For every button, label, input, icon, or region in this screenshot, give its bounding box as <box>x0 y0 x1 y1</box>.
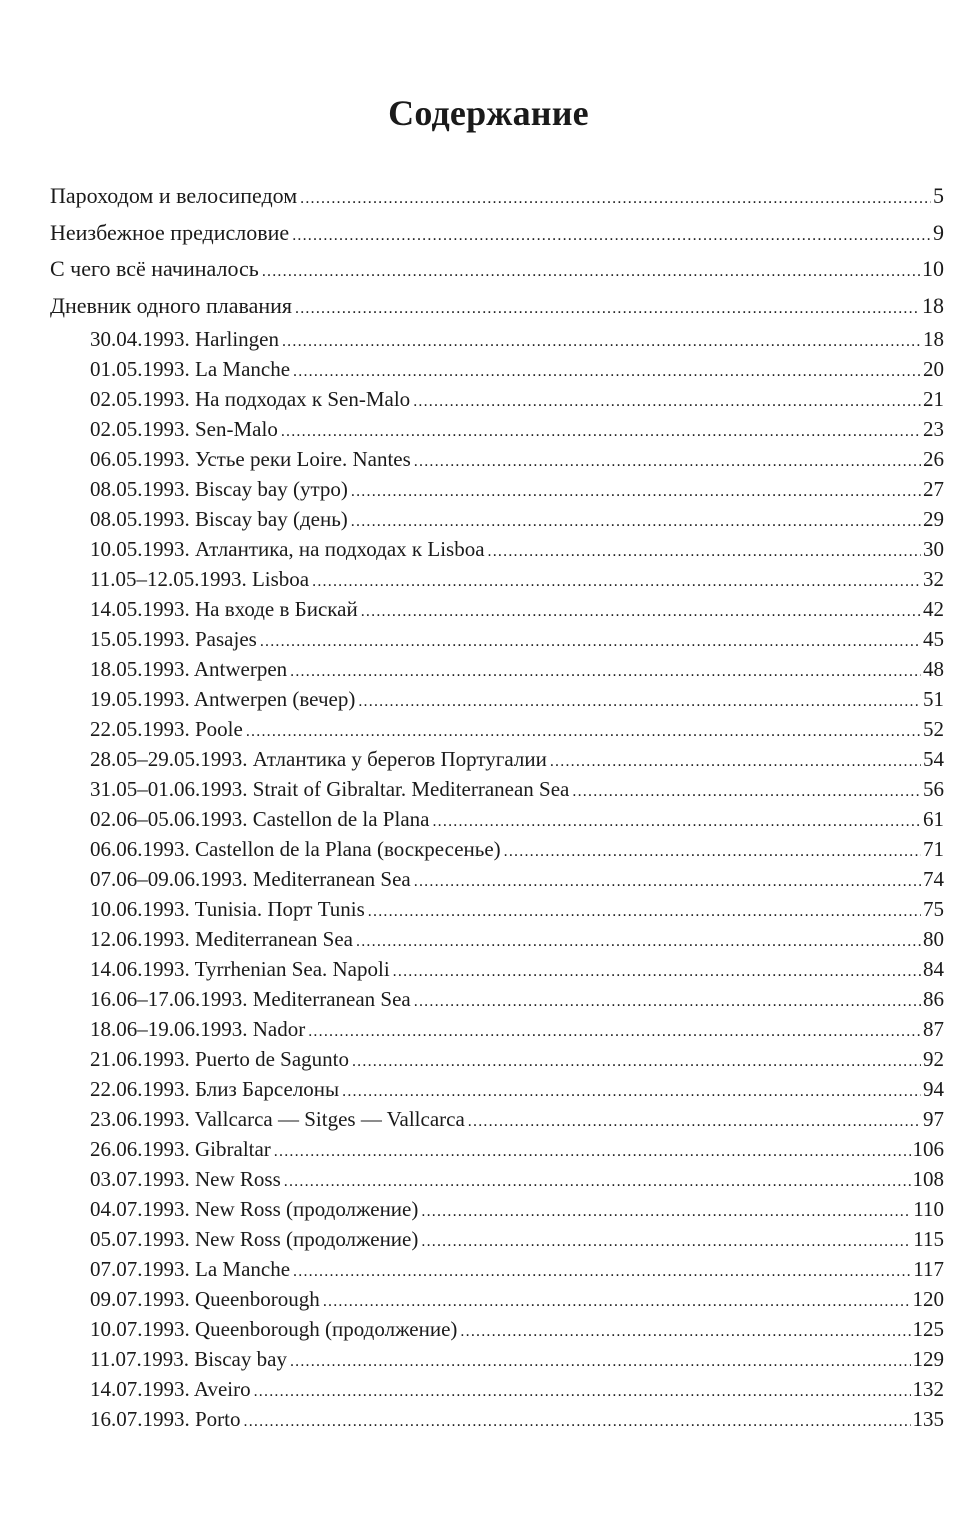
toc-entry-label: 02.05.1993. На подходах к Sen-Malo <box>90 387 411 411</box>
toc-entry-label: 02.05.1993. Sen-Malo <box>90 417 278 441</box>
toc-diary-entry <box>50 1224 944 1254</box>
dot-leader <box>460 1317 910 1347</box>
toc-diary-entry <box>50 984 944 1014</box>
toc-entry-label: Пароходом и велосипедом <box>50 183 298 208</box>
dot-leader <box>295 291 920 328</box>
toc-page-number: 80 <box>923 927 944 951</box>
toc-page-number: 27 <box>923 477 944 501</box>
dot-leader <box>361 597 921 627</box>
toc-entry-label: 10.07.1993. Queenborough (продолжение) <box>90 1317 458 1341</box>
toc-section-entry <box>50 215 944 252</box>
toc-entry-label: 01.05.1993. La Manche <box>90 357 291 381</box>
toc-page-number: 75 <box>923 897 944 921</box>
toc-entry-label: 16.06–17.06.1993. Mediterranean Sea <box>90 987 411 1011</box>
dot-leader <box>351 477 921 507</box>
toc-diary-entry <box>50 804 944 834</box>
toc-section-entry <box>50 251 944 288</box>
toc-entry-label: 12.06.1993. Mediterranean Sea <box>90 927 354 951</box>
toc-diary-entry <box>50 924 944 954</box>
toc-entry-label: 23.06.1993. Vallcarca — Sitges — Vallcarca <box>90 1107 465 1131</box>
toc-page-number: 135 <box>912 1407 944 1431</box>
toc-page-number: 29 <box>923 507 944 531</box>
toc-diary-entry <box>50 414 944 444</box>
toc-entry-label: 04.07.1993. New Ross (продолжение) <box>90 1197 419 1221</box>
toc-page-number: 115 <box>913 1227 944 1251</box>
dot-leader <box>504 837 921 867</box>
toc-diary-entry <box>50 1314 944 1344</box>
toc-entry-label: 21.06.1993. Puerto de Sagunto <box>90 1047 349 1071</box>
toc-diary-entry <box>50 1374 944 1404</box>
toc-page-number: 42 <box>923 597 944 621</box>
toc-entry-label: 22.06.1993. Близ Барселоны <box>90 1077 340 1101</box>
toc-entry-label: 03.07.1993. New Ross <box>90 1167 281 1191</box>
toc-diary-entry <box>50 1194 944 1224</box>
toc-entry-label: 06.06.1993. Castellon de la Plana (воскресенье) <box>90 837 501 861</box>
toc-entry-label: 18.05.1993. Antwerpen <box>90 657 288 681</box>
toc-entry-label: 15.05.1993. Pasajes <box>90 627 257 651</box>
toc-page-number: 5 <box>933 183 944 208</box>
toc-diary-entry <box>50 654 944 684</box>
dot-leader <box>414 867 921 897</box>
toc-page-number: 51 <box>923 687 944 711</box>
dot-leader <box>323 1287 911 1317</box>
toc-entry-label: Неизбежное предисловие <box>50 219 290 245</box>
toc-diary-entry <box>50 864 944 894</box>
toc-page-number: 52 <box>923 717 944 741</box>
toc-page-number: 97 <box>923 1107 944 1131</box>
toc-page-number: 74 <box>923 867 944 891</box>
dot-leader <box>342 1077 921 1107</box>
toc-entry-label: 26.06.1993. Gibraltar <box>90 1137 271 1161</box>
toc-entry-label: 22.05.1993. Poole <box>90 717 243 741</box>
toc-diary-entry <box>50 774 944 804</box>
toc-page-number: 92 <box>923 1047 944 1071</box>
toc-entry-label: 14.05.1993. На входе в Бискай <box>90 597 358 621</box>
toc-diary-entry <box>50 1104 944 1134</box>
toc-page-number: 48 <box>923 657 944 681</box>
toc-entry-label: 19.05.1993. Antwerpen (вечер) <box>90 687 356 711</box>
dot-leader <box>274 1137 911 1167</box>
toc-diary-entry <box>50 1344 944 1374</box>
toc-page-number: 32 <box>923 567 944 591</box>
toc-diary-entry <box>50 834 944 864</box>
toc-diary-entry <box>50 744 944 774</box>
toc-entry-label: 06.05.1993. Устье реки Loire. Nantes <box>90 447 411 471</box>
toc-diary-entry <box>50 1044 944 1074</box>
toc-entry-label: Дневник одного плавания <box>50 292 293 318</box>
dot-leader <box>244 1407 911 1437</box>
dot-leader <box>468 1107 921 1137</box>
toc-entry-label: 28.05–29.05.1993. Атлантика у берегов Португалии <box>90 747 547 771</box>
dot-leader <box>290 657 921 687</box>
toc-entry-label: 08.05.1993. Biscay bay (день) <box>90 507 348 531</box>
toc-entry-label: 10.05.1993. Атлантика, на подходах к Lisboa <box>90 537 485 561</box>
toc-page-number: 23 <box>923 417 944 441</box>
toc-page-number: 84 <box>923 957 944 981</box>
dot-leader <box>312 567 921 597</box>
toc-page-number: 56 <box>923 777 944 801</box>
toc-entry-label: 10.06.1993. Tunisia. Порт Tunis <box>90 897 365 921</box>
dot-leader <box>293 1257 911 1287</box>
dot-leader <box>421 1227 911 1257</box>
toc-diary-entry <box>50 624 944 654</box>
toc-diary-entry <box>50 444 944 474</box>
dot-leader <box>282 327 921 357</box>
toc-page-number: 21 <box>923 387 944 411</box>
toc-page-number: 87 <box>923 1017 944 1041</box>
toc-entry-label: 11.05–12.05.1993. Lisboa <box>90 567 310 591</box>
toc-entry-label: 07.07.1993. La Manche <box>90 1257 291 1281</box>
dot-leader <box>421 1197 911 1227</box>
toc-page-number: 45 <box>923 627 944 651</box>
toc-section-entry <box>50 178 944 215</box>
toc-page-number: 106 <box>912 1137 944 1161</box>
toc-page-number: 117 <box>913 1257 944 1281</box>
toc-diary-entry <box>50 1404 944 1434</box>
toc-entry-label: 11.07.1993. Biscay bay <box>90 1347 287 1371</box>
toc-entry-label: 07.06–09.06.1993. Mediterranean Sea <box>90 867 411 891</box>
dot-leader <box>368 897 921 927</box>
toc-diary-entry <box>50 384 944 414</box>
toc-entry-label: 16.07.1993. Porto <box>90 1407 241 1431</box>
toc-section-entry <box>50 288 944 325</box>
toc-page-number: 94 <box>923 1077 944 1101</box>
dot-leader <box>260 627 921 657</box>
toc-diary-entry <box>50 684 944 714</box>
dot-leader <box>293 357 921 387</box>
toc-diary-entry <box>50 1074 944 1104</box>
toc-diary-entry <box>50 534 944 564</box>
toc-page-number: 18 <box>923 327 944 351</box>
toc-entry-label: 14.06.1993. Tyrrhenian Sea. Napoli <box>90 957 390 981</box>
toc-diary-entry <box>50 1254 944 1284</box>
toc-diary-entry <box>50 1134 944 1164</box>
toc-page-number: 9 <box>933 219 944 245</box>
toc-diary-entry <box>50 474 944 504</box>
toc-page-number: 61 <box>923 807 944 831</box>
dot-leader <box>550 747 921 777</box>
dot-leader <box>290 1347 911 1377</box>
toc-diary-entry <box>50 564 944 594</box>
toc-diary-entry <box>50 1014 944 1044</box>
toc-entry-label: 14.07.1993. Aveiro <box>90 1377 251 1401</box>
dot-leader <box>432 807 921 837</box>
toc-entry-label: 30.04.1993. Harlingen <box>90 327 279 351</box>
toc-entry-label: 18.06–19.06.1993. Nador <box>90 1017 306 1041</box>
toc-page-number: 110 <box>913 1197 944 1221</box>
toc-page-number: 30 <box>923 537 944 561</box>
dot-leader <box>262 254 920 291</box>
toc-entry-label: 05.07.1993. New Ross (продолжение) <box>90 1227 419 1251</box>
dot-leader <box>572 777 921 807</box>
toc-entry-label: С чего всё начиналось <box>50 256 259 281</box>
toc-diary-entry <box>50 504 944 534</box>
toc-page-number: 71 <box>923 837 944 861</box>
dot-leader <box>352 1047 921 1077</box>
toc-diary-entry <box>50 894 944 924</box>
dot-leader <box>300 181 931 218</box>
dot-leader <box>356 927 921 957</box>
dot-leader <box>281 417 921 447</box>
toc-page-number: 26 <box>923 447 944 471</box>
toc-page-number: 18 <box>922 292 944 318</box>
dot-leader <box>414 447 921 477</box>
toc-entry-label: 09.07.1993. Queenborough <box>90 1287 320 1311</box>
toc-page-number: 125 <box>912 1317 944 1341</box>
table-of-contents <box>50 178 944 1434</box>
toc-diary-entry <box>50 354 944 384</box>
dot-leader <box>351 507 921 537</box>
toc-page-number: 120 <box>912 1287 944 1311</box>
toc-page-number: 86 <box>923 987 944 1011</box>
dot-leader <box>246 717 921 747</box>
toc-entry-label: 02.06–05.06.1993. Castellon de la Plana <box>90 807 430 831</box>
toc-page-number: 132 <box>912 1377 944 1401</box>
dot-leader <box>284 1167 911 1197</box>
toc-diary-entry <box>50 1164 944 1194</box>
dot-leader <box>308 1017 921 1047</box>
toc-page-number: 20 <box>923 357 944 381</box>
toc-page-number: 10 <box>922 256 944 281</box>
toc-diary-entry <box>50 594 944 624</box>
toc-page-number: 54 <box>923 747 944 771</box>
dot-leader <box>292 218 931 255</box>
dot-leader <box>358 687 921 717</box>
toc-diary-entry <box>50 954 944 984</box>
toc-diary-entry <box>50 1284 944 1314</box>
toc-diary-entry <box>50 324 944 354</box>
toc-entry-label: 08.05.1993. Biscay bay (утро) <box>90 477 348 501</box>
toc-entry-label: 31.05–01.06.1993. Strait of Gibraltar. Mediterranean Sea <box>90 777 570 801</box>
dot-leader <box>414 987 921 1017</box>
dot-leader <box>254 1377 911 1407</box>
dot-leader <box>413 387 921 417</box>
page-title: Содержание <box>388 93 589 133</box>
toc-page-number: 108 <box>912 1167 944 1191</box>
dot-leader <box>488 537 921 567</box>
toc-diary-entry <box>50 714 944 744</box>
dot-leader <box>393 957 921 987</box>
toc-page-number: 129 <box>912 1347 944 1371</box>
